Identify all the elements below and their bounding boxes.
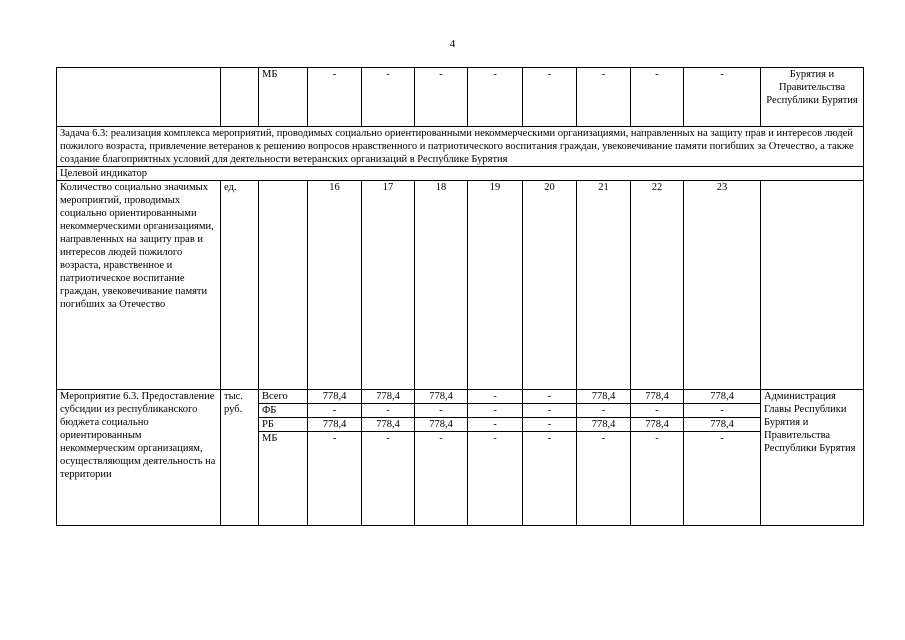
measure-value: - [468, 404, 523, 418]
measure-value: - [362, 432, 415, 526]
table-row-continuation [57, 68, 864, 127]
measure-value: - [308, 432, 362, 526]
indicator-source [259, 181, 308, 390]
indicator-value: 16 [308, 181, 362, 390]
measure-value: 778,4 [577, 418, 631, 432]
measure-value: - [468, 390, 523, 404]
indicator-name: Количество социально значимых мероприятий, проводимых социально ориентированными некоммерческими организациями, направленных на защиту прав и интересов людей пожилого возраста, нравственное и патриотическое воспитание граждан, увековечивание памяти погибших за Отечество [57, 181, 221, 390]
measure-value: 778,4 [631, 418, 684, 432]
indicator-unit: ед. [221, 181, 259, 390]
measure-value: - [468, 432, 523, 526]
cell-name [57, 68, 221, 127]
table-row-indicator [57, 181, 864, 390]
measure-value: - [523, 404, 577, 418]
measure-value: 778,4 [684, 418, 761, 432]
task-text: Задача 6.3: реализация комплекса мероприятий, проводимых социально ориентированными некоммерческими организациями, направленных на защиту прав и интересов людей пожилого возраста, привлечение ветеранов к решению вопросов нравственного и патриотического воспитания граждан, увековечивание памяти погибших за Отечество, а также создание благоприятных условий для деятельности ветеранских организаций в Республике Бурятия [57, 127, 864, 167]
measure-value: 778,4 [362, 418, 415, 432]
measure-value: - [308, 404, 362, 418]
indicator-executor [761, 181, 864, 390]
measure-value: - [684, 404, 761, 418]
page-number: 4 [449, 38, 456, 50]
measure-source: Всего [259, 390, 308, 404]
measure-value: - [362, 404, 415, 418]
measure-value: 778,4 [308, 418, 362, 432]
table-row-indicator-header [57, 167, 864, 181]
measure-value: - [577, 404, 631, 418]
cell-value: - [523, 68, 577, 127]
measure-value: - [523, 418, 577, 432]
measure-unit: тыс. руб. [221, 390, 259, 526]
measure-executor: Администрация Главы Республики Бурятия и Правительства Республики Бурятия [761, 390, 864, 526]
cell-value: - [362, 68, 415, 127]
indicator-value: 20 [523, 181, 577, 390]
measure-value: 778,4 [577, 390, 631, 404]
measure-value: - [631, 432, 684, 526]
cell-value: - [308, 68, 362, 127]
cell-executor: Бурятия и Правительства Республики Бурятия [761, 68, 864, 127]
table-row-measure-total [57, 390, 864, 404]
indicator-value: 19 [468, 181, 523, 390]
indicator-value: 17 [362, 181, 415, 390]
measure-source: МБ [259, 432, 308, 526]
measure-value: 778,4 [308, 390, 362, 404]
measure-source: РБ [259, 418, 308, 432]
table-row-task [57, 127, 864, 167]
measure-value: - [415, 432, 468, 526]
cell-value: - [684, 68, 761, 127]
cell-unit [221, 68, 259, 127]
measure-value: 778,4 [415, 418, 468, 432]
indicator-value: 18 [415, 181, 468, 390]
measure-value: - [631, 404, 684, 418]
cell-value: - [577, 68, 631, 127]
cell-value: - [468, 68, 523, 127]
indicator-value: 22 [631, 181, 684, 390]
measure-value: 778,4 [362, 390, 415, 404]
measure-value: - [468, 418, 523, 432]
measure-value: - [415, 404, 468, 418]
measure-value: 778,4 [684, 390, 761, 404]
indicator-header: Целевой индикатор [57, 167, 864, 181]
indicator-value: 23 [684, 181, 761, 390]
program-table [56, 67, 864, 526]
measure-value: 778,4 [415, 390, 468, 404]
indicator-value: 21 [577, 181, 631, 390]
cell-value: - [631, 68, 684, 127]
measure-value: 778,4 [631, 390, 684, 404]
measure-name: Мероприятие 6.3. Предоставление субсидии из республиканского бюджета социально ориентированным некоммерческим организациям, осуществляющим деятельность на территории [57, 390, 221, 526]
measure-source: ФБ [259, 404, 308, 418]
measure-value: - [577, 432, 631, 526]
measure-value: - [523, 432, 577, 526]
measure-value: - [523, 390, 577, 404]
cell-value: - [415, 68, 468, 127]
cell-source: МБ [259, 68, 308, 127]
measure-value: - [684, 432, 761, 526]
